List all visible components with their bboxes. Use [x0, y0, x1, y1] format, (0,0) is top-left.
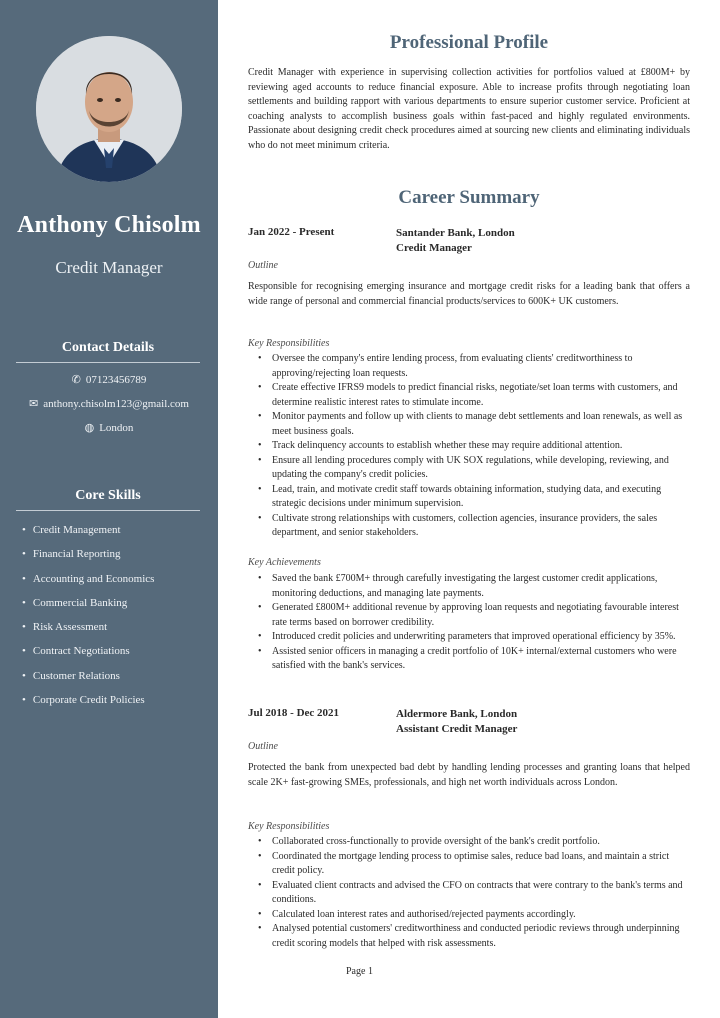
- list-item: • Analysed potential customers' creditworthiness and conducted periodic reviews through underpinning credit scoring models that helped with risk assessments.: [258, 922, 690, 951]
- skill-item: • Accounting and Economics: [22, 567, 212, 591]
- job-dates: Jul 2018 - Dec 2021: [248, 707, 340, 719]
- list-item: • Introduced credit policies and underwriting parameters that improved operational efficiency by 35%.: [258, 630, 690, 645]
- contact-details-heading: Contact Details: [16, 340, 200, 363]
- list-item: • Evaluated client contracts and advised the CFO on contracts that were contrary to the bank's terms and conditions.: [258, 879, 690, 908]
- list-item: • Calculated loan interest rates and authorised/rejected payments accordingly.: [258, 908, 690, 923]
- skill-item: • Corporate Credit Policies: [22, 688, 212, 712]
- page-number: Page 1: [346, 966, 373, 977]
- phone-icon: ✆: [71, 374, 81, 386]
- envelope-icon: ✉: [29, 398, 39, 410]
- candidate-name: Anthony Chisolm: [17, 212, 201, 238]
- sidebar: [0, 0, 218, 1018]
- profile-photo: [36, 36, 182, 182]
- responsibilities-label: Key Responsibilities: [248, 821, 330, 832]
- list-item: • Ensure all lending procedures comply with UK SOX regulations, while developing, reviewing, and updating the company's credit policies.: [258, 454, 690, 483]
- responsibilities-list: [258, 352, 690, 541]
- globe-icon: ◍: [84, 422, 95, 434]
- achievements-label: Key Achievements: [248, 557, 321, 568]
- job-company-block: [396, 226, 515, 256]
- profile-summary: Credit Manager with experience in supervising collection activities for portfolios valued at £800M+ by reviewing aged accounts to reduce financial exposure. Able to increase profits through negotiating loan settlements and building rapport with various departments to ensure superior customer service. Proficient at coaching analysts to accomplish business goals within fast-paced and highly regulated environments. Passionate about designing credit check procedures aimed at sourcing new clients and eliminating individuals who do not meet minimum criteria.: [248, 67, 690, 151]
- skills-list: [22, 518, 212, 712]
- job-outline: Protected the bank from unexpected bad debt by handling lending processes and granting loans that helped scale 2K+ fast-growing SMEs, professionals, and high net worth individuals across London.: [248, 762, 690, 788]
- list-item: • Coordinated the mortgage lending process to optimise sales, reduce bad loans, and maintain a strict credit policy.: [258, 850, 690, 879]
- list-item: • Track delinquency accounts to establish whether these may require additional attention.: [258, 439, 690, 454]
- job-company: Santander Bank, London: [396, 227, 515, 239]
- list-item: • Generated £800M+ additional revenue by approving loan requests and negotiating favourable interest rate terms based on borrower credibility.: [258, 601, 690, 630]
- list-item: • Lead, train, and motivate credit staff towards obtaining information, studying data, and executing strategic decisions under minimum supervision.: [258, 483, 690, 512]
- responsibilities-label: Key Responsibilities: [248, 338, 330, 349]
- list-item: • Oversee the company's entire lending process, from evaluating clients' creditworthiness to approving/rejecting loan requests.: [258, 352, 690, 381]
- list-item: • Collaborated cross-functionally to provide oversight of the bank's credit portfolio.: [258, 835, 690, 850]
- skill-item: • Commercial Banking: [22, 591, 212, 615]
- skill-item: • Credit Management: [22, 518, 212, 542]
- career-summary-heading: Career Summary: [398, 187, 540, 208]
- contact-location: [0, 421, 218, 434]
- list-item: • Monitor payments and follow up with clients to manage debt settlements and loan renewals, as well as meet business goals.: [258, 410, 690, 439]
- skill-item: • Risk Assessment: [22, 615, 212, 639]
- contact-email[interactable]: [0, 397, 218, 410]
- skill-item: • Customer Relations: [22, 664, 212, 688]
- candidate-job-title: Credit Manager: [55, 258, 163, 277]
- skill-item: • Financial Reporting: [22, 542, 212, 566]
- professional-profile-heading: Professional Profile: [389, 32, 549, 53]
- contact-phone[interactable]: [0, 373, 218, 386]
- person-avatar-icon: [36, 36, 182, 182]
- job-company-block: [396, 707, 517, 737]
- job-company: Aldermore Bank, London: [396, 708, 518, 720]
- outline-label: Outline: [248, 741, 278, 752]
- list-item: • Create effective IFRS9 models to predict financial risks, negotiate/set loan terms with customers, and determine realistic interest rates to stimulate income.: [258, 381, 690, 410]
- skill-item: • Contract Negotiations: [22, 639, 212, 663]
- phone-text: 07123456789: [85, 374, 147, 386]
- list-item: • Saved the bank £700M+ through carefully investigating the largest customer credit applications, monitoring deductions, and managing late payments.: [258, 572, 690, 601]
- list-item: • Assisted senior officers in managing a credit portfolio of 10K+ internal/external customers who were satisfied with the bank's services.: [258, 645, 690, 674]
- outline-label: Outline: [248, 260, 278, 271]
- job-role: Assistant Credit Manager: [396, 723, 518, 735]
- job-role: Credit Manager: [396, 242, 472, 254]
- achievements-list: [258, 572, 690, 674]
- list-item: • Cultivate strong relationships with customers, collection agencies, insurance providers, the sales department, and senior stakeholders.: [258, 512, 690, 541]
- email-text: anthony.chisolm123@gmail.com: [43, 398, 189, 410]
- location-text: London: [99, 422, 134, 434]
- job-dates: Jan 2022 - Present: [248, 226, 335, 238]
- core-skills-heading: Core Skills: [16, 488, 200, 511]
- responsibilities-list: [258, 835, 690, 951]
- job-outline: Responsible for recognising emerging insurance and mortgage credit risks for a leading bank that offers a wide range of personal and commercial financial products/services to 600K+ UK customers.: [248, 281, 690, 307]
